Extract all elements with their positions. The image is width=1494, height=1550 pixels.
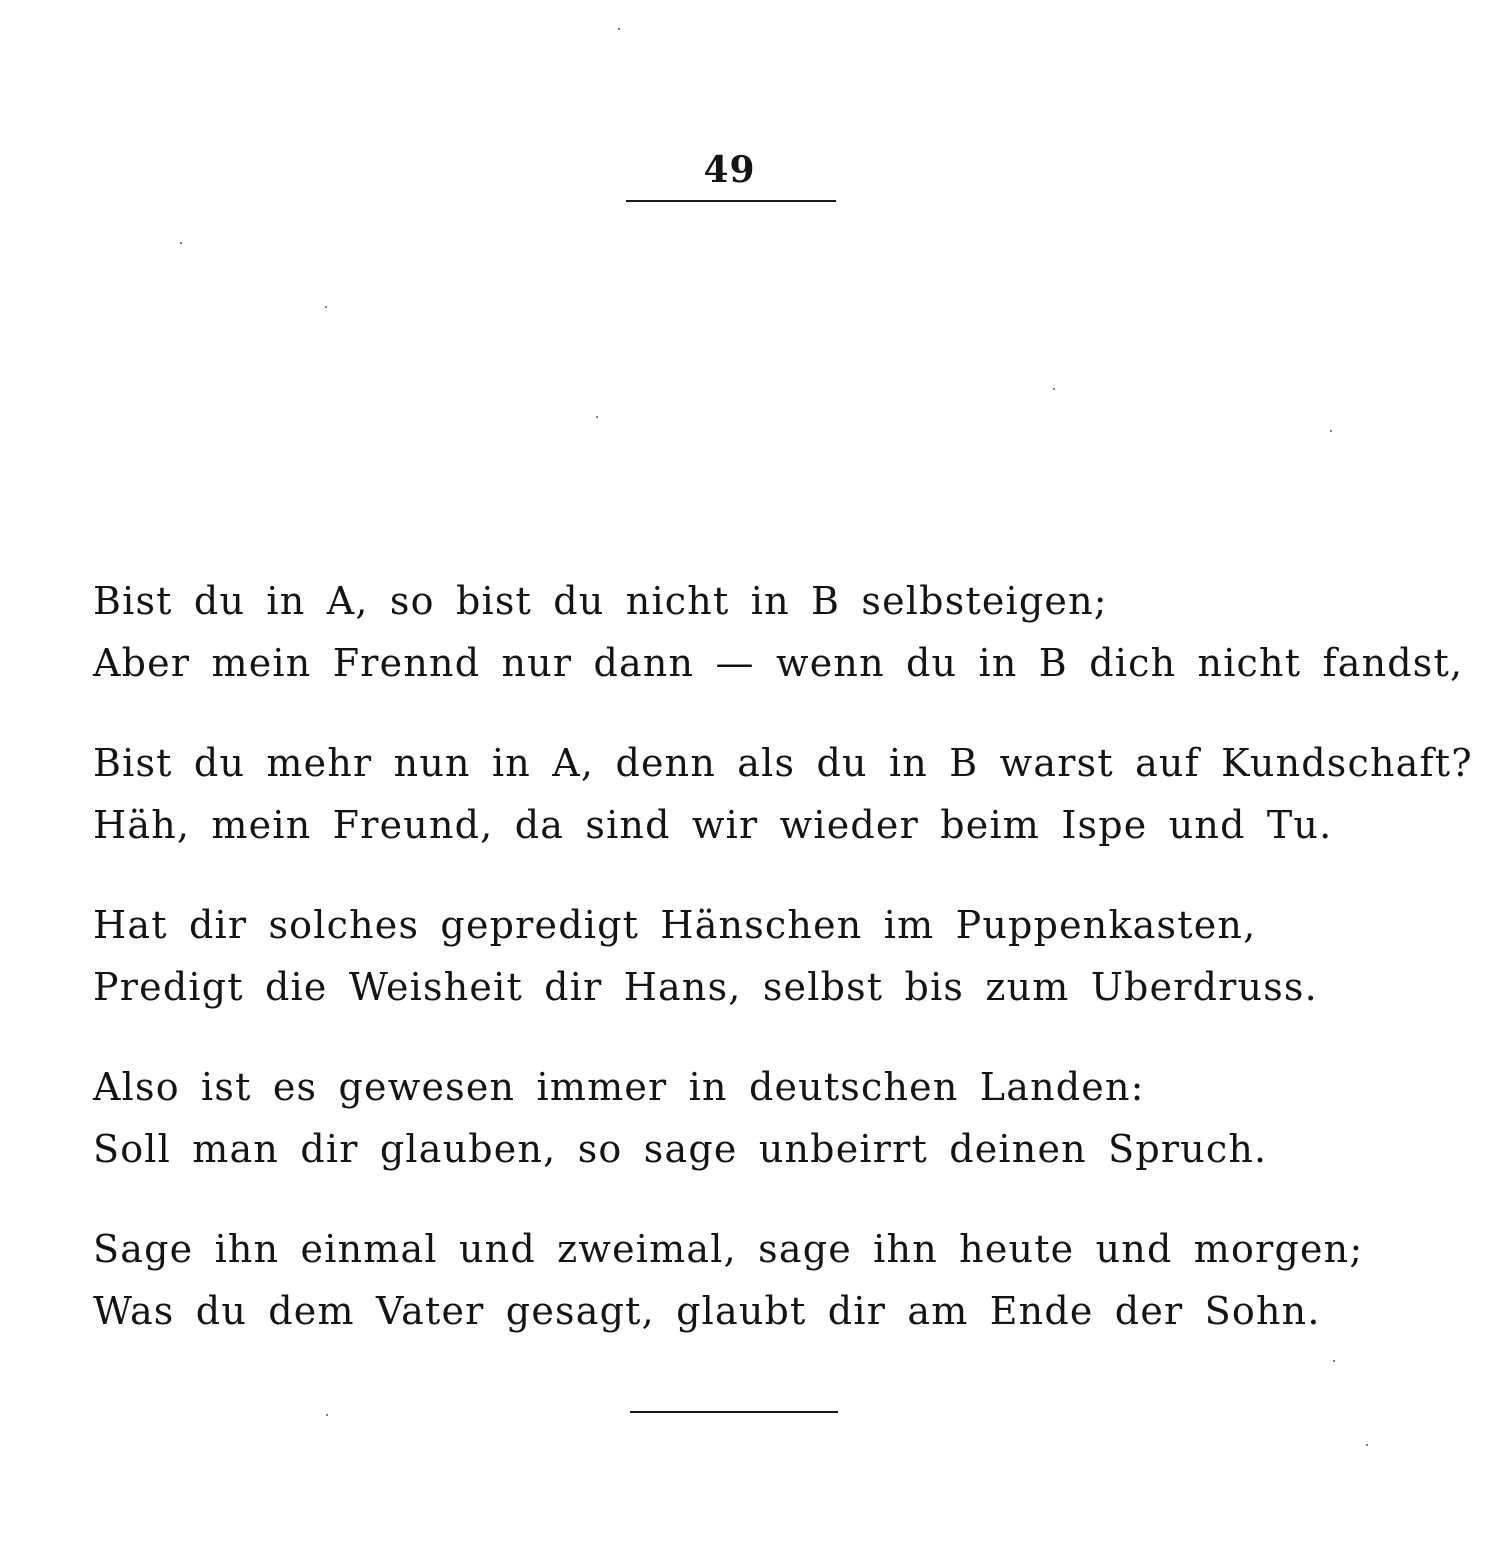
poem-line: Soll man dir glauben, so sage unbeirrt deinen Spruch. [93, 1127, 1268, 1171]
stanza-5 [93, 1218, 1473, 1342]
header-rule [626, 200, 836, 202]
scan-speck [1330, 430, 1332, 432]
poem-line: Predigt die Weisheit dir Hans, selbst bis zum Uberdruss. [93, 965, 1318, 1009]
scan-speck [1366, 1444, 1368, 1446]
stanza-2 [93, 732, 1473, 856]
scan-speck [326, 1414, 328, 1416]
stanza-1 [93, 570, 1473, 694]
stanza-4 [93, 1056, 1473, 1180]
scan-speck [180, 242, 182, 244]
poem-line: Bist du mehr nun in A, denn als du in B warst auf Kundschaft? [93, 741, 1473, 785]
poem-line: Aber mein Frennd nur dann — wenn du in B dich nicht fandst, [93, 641, 1464, 685]
page-number: 49 [703, 149, 756, 191]
poem-line: Hat dir solches gepredigt Hänschen im Puppenkasten, [93, 903, 1257, 947]
scan-speck [618, 28, 620, 30]
poem-line: Häh, mein Freund, da sind wir wieder beim Ispe und Tu. [93, 803, 1333, 847]
poem-line: Was du dem Vater gesagt, glaubt dir am Ende der Sohn. [93, 1289, 1321, 1333]
scan-speck [1053, 388, 1055, 390]
scan-speck [325, 306, 327, 308]
scan-speck [596, 416, 598, 418]
footer-rule [630, 1411, 838, 1413]
stanza-3 [93, 894, 1473, 1018]
poem-line: Also ist es gewesen immer in deutschen Landen: [93, 1065, 1145, 1109]
poem [93, 570, 1473, 1380]
poem-line: Bist du in A, so bist du nicht in B selbsteigen; [93, 579, 1108, 623]
scan-speck [1333, 1360, 1335, 1362]
poem-line: Sage ihn einmal und zweimal, sage ihn heute und morgen; [93, 1227, 1364, 1271]
